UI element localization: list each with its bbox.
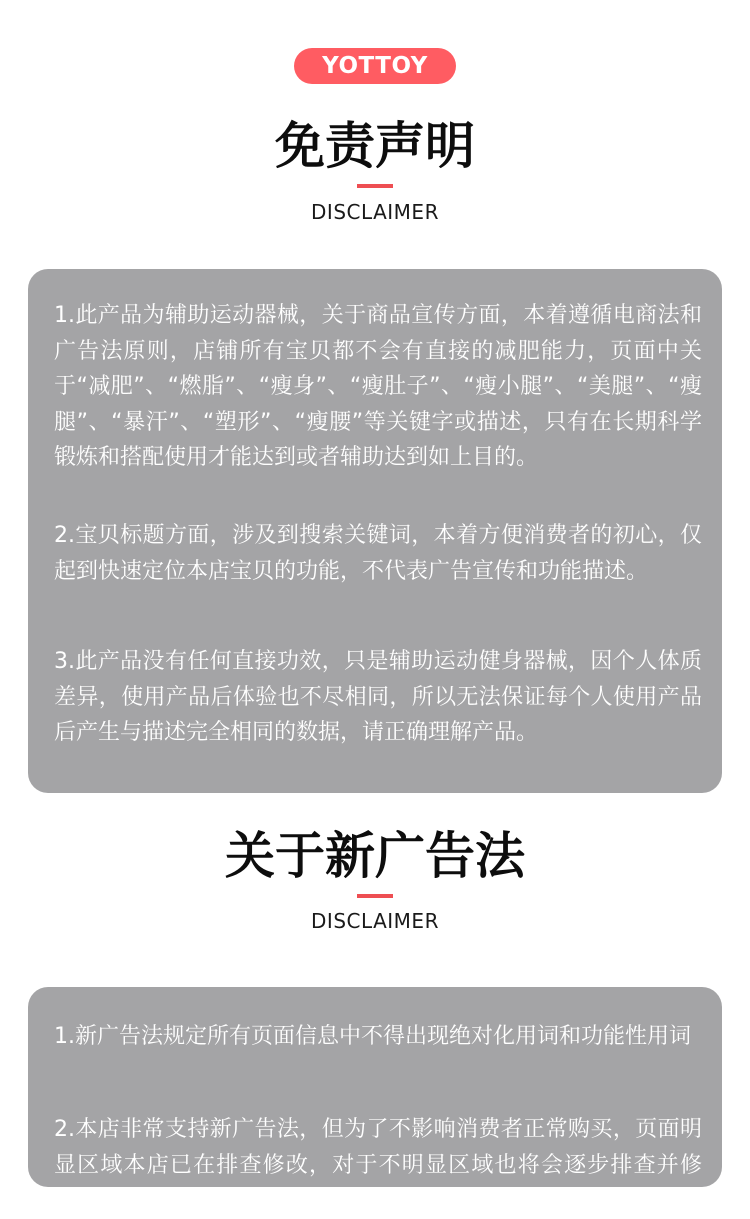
ad-law-title: 关于新广告法	[225, 827, 525, 885]
ad-law-subtitle: DISCLAIMER	[311, 909, 439, 933]
ad-law-paragraph-1: 1.新广告法规定所有页面信息中不得出现绝对化用词和功能性用词	[54, 1024, 691, 1049]
disclaimer-paragraph-2: 2.宝贝标题方面，涉及到搜索关键词，本着方便消费者的初心，仅起到快速定位本店宝贝的功能，不代表广告宣传和功能描述。	[54, 523, 702, 584]
title-accent-divider	[357, 184, 393, 188]
disclaimer-subtitle: DISCLAIMER	[311, 200, 439, 224]
disclaimer-paragraph-1: 1.此产品为辅助运动器械，关于商品宣传方面，本着遵循电商法和广告法原则，店铺所有宝贝都不会有直接的减肥能力，页面中关于“减肥”、“燃脂”、“瘦身”、“瘦肚子”、“瘦小腿”、“美腿”、“瘦腿”、“暴汗”、“塑形”、“瘦腰”等关键字或描述，只有在长期科学锻炼和搭配使用才能达到或者辅助达到如上目的。	[54, 303, 702, 470]
disclaimer-paragraph-3: 3.此产品没有任何直接功效，只是辅助运动健身器械，因个人体质差异，使用产品后体验也不尽相同，所以无法保证每个人使用产品后产生与描述完全相同的数据，请正确理解产品。	[54, 649, 702, 745]
brand-logo-badge: YOTTOY	[294, 48, 456, 84]
disclaimer-title: 免责声明	[275, 117, 475, 175]
ad-law-paragraph-2: 2.本店非常支持新广告法，但为了不影响消费者正常购买，页面明显区域本店已在排查修改，对于不明显区域也将会逐步排查并修改。	[54, 1117, 702, 1213]
title-accent-divider	[357, 894, 393, 898]
